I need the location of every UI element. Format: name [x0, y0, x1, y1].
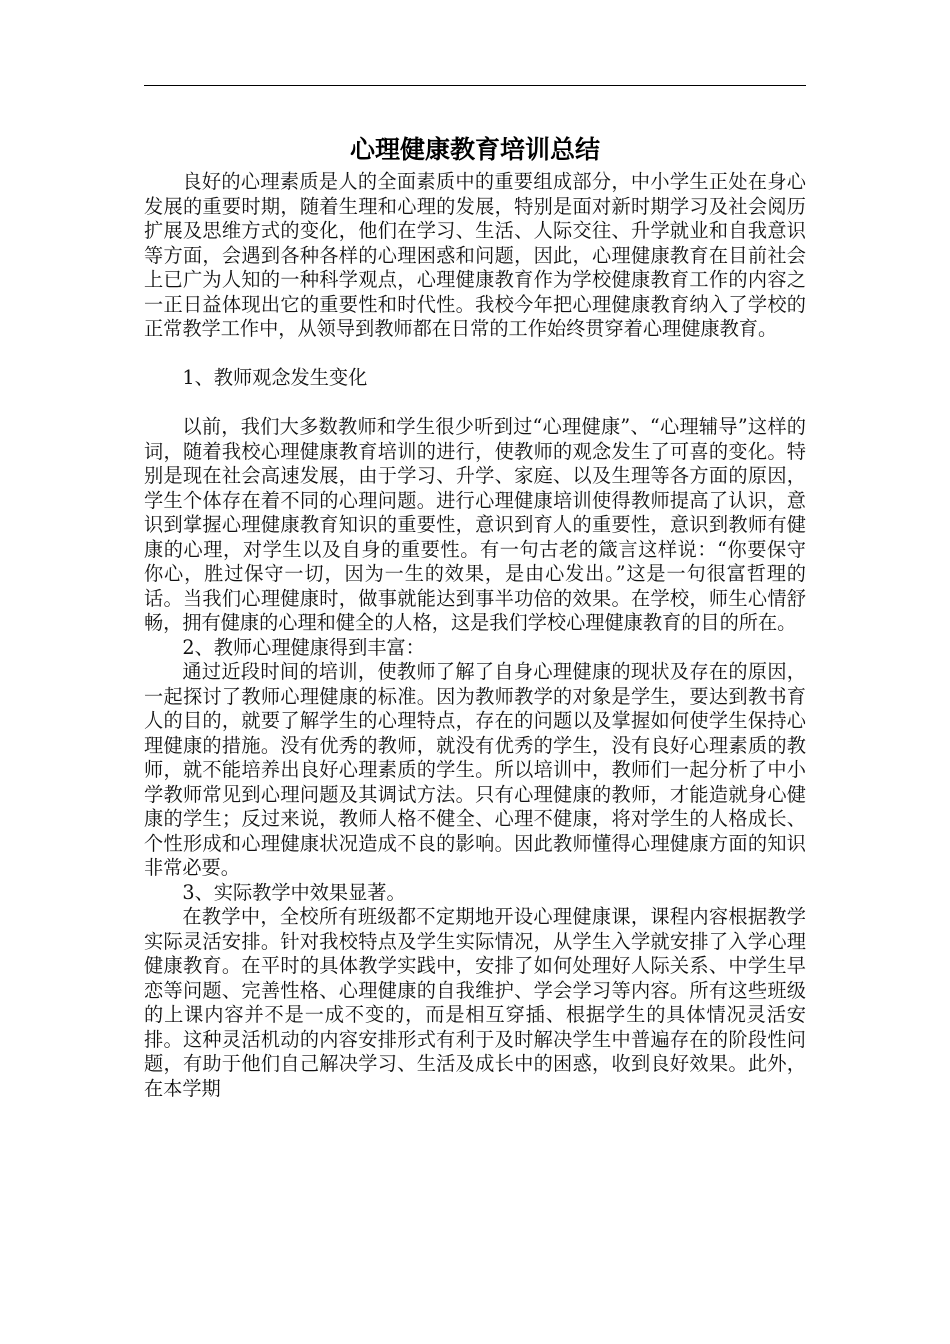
section-heading-2: 2、教师心理健康得到丰富：	[182, 635, 425, 659]
section-paragraph-2: 通过近段时间的培训，使教师了解了自身心理健康的现状及存在的原因，一起探讨了教师心理健康的标准。因为教师教学的对象是学生，要达到教书育人的目的，就要了解学生的心理特点，存在的问题以及掌握如何使学生保持心理健康的措施。没有优秀的教师，就没有优秀的学生，没有良好心理素质的教师，就不能培养出良好心理素质的学生。所以培训中，教师们一起分析了中小学教师常见到心理问题及其调试方法。只有心理健康的教师，才能造就身心健康的学生；反过来说，教师人格不健全、心理不健康，将对学生的人格成长、个性形成和心理健康状况造成不良的影响。因此教师懂得心理健康方面的知识非常必要。	[144, 660, 806, 879]
document-body	[144, 170, 806, 1101]
section-heading-1: 1、教师观念发生变化	[182, 366, 368, 389]
section-paragraph-3: 在教学中，全校所有班级都不定期地开设心理健康课，课程内容根据教学实际灵活安排。针对我校特点及学生实际情况，从学生入学就安排了入学心理健康教育。在平时的具体教学实践中，安排了如何处理好人际关系、中学生早恋等问题、完善性格、心理健康的自我维护、学会学习等内容。所有这些班级的上课内容并不是一成不变的，而是相互穿插、根据学生的具体情况灵活安排。这种灵活机动的内容安排形式有利于及时解决学生中普遍存在的阶段性问题，有助于他们自己解决学习、生活及成长中的困惑，收到良好效果。此外，在本学期	[144, 905, 806, 1100]
page-title: 心理健康教育培训总结	[349, 135, 600, 164]
section-paragraph-1: 以前，我们大多数教师和学生很少听到过“心理健康”、“心理辅导”这样的词，随着我校心理健康教育培训的进行，使教师的观念发生了可喜的变化。特别是现在社会高速发展，由于学习、升学、家庭、以及生理等各方面的原因，学生个体存在着不同的心理问题。进行心理健康培训使得教师提高了认识，意识到掌握心理健康教育知识的重要性，意识到育人的重要性，意识到教师有健康的心理，对学生以及自身的重要性。有一句古老的箴言这样说：“你要保守你心，胜过保守一切，因为一生的效果，是由心发出。”这是一句很富哲理的话。当我们心理健康时，做事就能达到事半功倍的效果。在学校，师生心情舒畅，拥有健康的心理和健全的人格，这是我们学校心理健康教育的目的所在。	[144, 415, 806, 634]
header-rule	[144, 85, 806, 86]
intro-paragraph: 良好的心理素质是人的全面素质中的重要组成部分，中小学生正处在身心发展的重要时期，随着生理和心理的发展，特别是面对新时期学习及社会阅历扩展及思维方式的变化，他们在学习、生活、人际交往、升学就业和自我意识等方面，会遇到各种各样的心理困惑和问题，因此，心理健康教育在目前社会上已广为人知的一种科学观点，心理健康教育作为学校健康教育工作的内容之一正日益体现出它的重要性和时代性。我校今年把心理健康教育纳入了学校的正常教学工作中，从领导到教师都在日常的工作始终贯穿着心理健康教育。	[144, 170, 806, 340]
section-heading-3: 3、实际教学中效果显著。	[182, 880, 406, 904]
